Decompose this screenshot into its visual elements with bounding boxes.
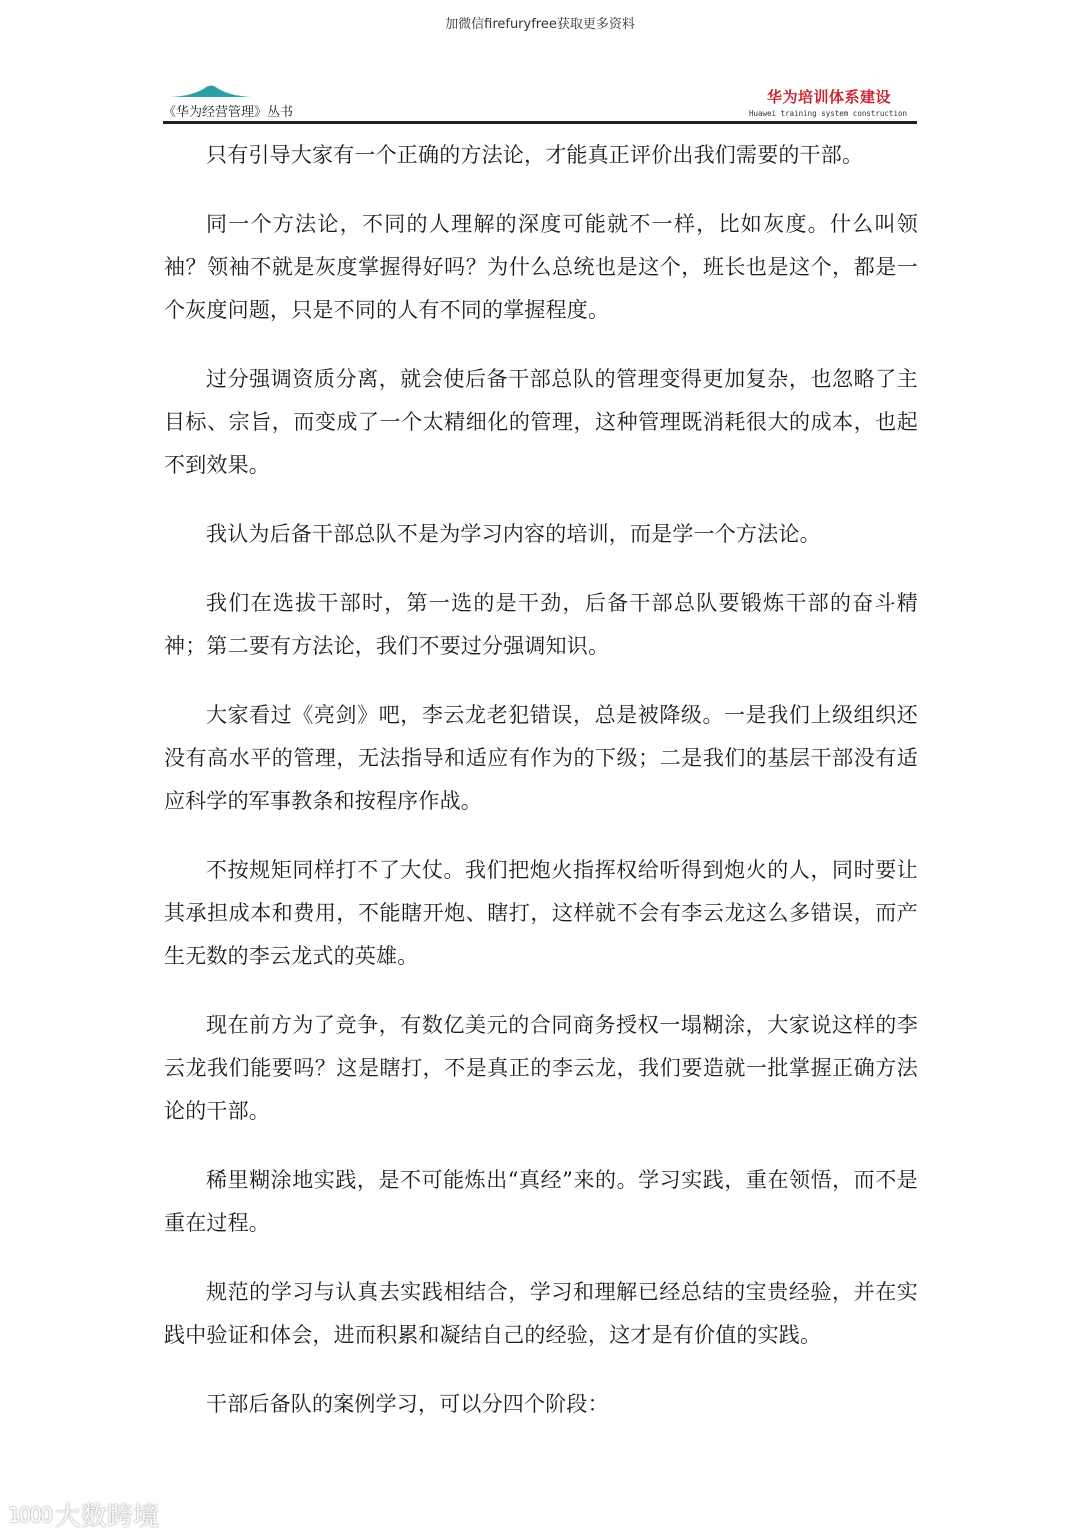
paragraph: 过分强调资质分离，就会使后备干部总队的管理变得更加复杂，也忽略了主目标、宗旨，而变成了一个太精细化的管理，这种管理既消耗很大的成本，也起不到效果。 bbox=[164, 367, 918, 477]
paragraph: 现在前方为了竞争，有数亿美元的合同商务授权一塌糊涂，大家说这样的李云龙我们能要吗？这是瞎打，不是真正的李云龙，我们要造就一批掌握正确方法论的干部。 bbox=[164, 1013, 918, 1123]
watermark bbox=[8, 1496, 159, 1533]
header-divider bbox=[163, 121, 917, 124]
paragraph: 只有引导大家有一个正确的方法论，才能真正评价出我们需要的干部。 bbox=[206, 143, 864, 167]
top-note: 加微信firefuryfree获取更多资料 bbox=[445, 17, 635, 32]
series-title: 《华为经营管理》丛书 bbox=[163, 105, 294, 120]
paragraph: 同一个方法论，不同的人理解的深度可能就不一样，比如灰度。什么叫领袖？领袖不就是灰度掌握得好吗？为什么总统也是这个，班长也是这个，都是一个灰度问题，只是不同的人有不同的掌握程度。 bbox=[164, 212, 918, 322]
paragraph: 干部后备队的案例学习，可以分四个阶段： bbox=[206, 1392, 609, 1416]
paragraph: 稀里糊涂地实践，是不可能炼出“真经”来的。学习实践，重在领悟，而不是重在过程。 bbox=[164, 1168, 918, 1235]
document-body bbox=[164, 134, 918, 1452]
watermark-text: 大数跨境 bbox=[54, 1502, 159, 1532]
paragraph: 大家看过《亮剑》吧，李云龙老犯错误，总是被降级。一是我们上级组织还没有高水平的管理，无法指导和适应有作为的下级；二是我们的基层干部没有适应科学的军事教条和按程序作战。 bbox=[164, 703, 918, 813]
page-header bbox=[163, 78, 917, 124]
paragraph: 我认为后备干部总队不是为学习内容的培训，而是学一个方法论。 bbox=[206, 522, 821, 546]
watermark-logo-icon: 1000 bbox=[8, 1502, 51, 1527]
brand-subtitle: Huawei training system construction bbox=[748, 109, 907, 118]
brand-title: 华为培训体系建设 bbox=[766, 88, 891, 106]
paragraph: 规范的学习与认真去实践相结合，学习和理解已经总结的宝贵经验，并在实践中验证和体会，进而积累和凝结自己的经验，这才是有价值的实践。 bbox=[164, 1280, 918, 1347]
paragraph: 我们在选拔干部时，第一选的是干劲，后备干部总队要锻炼干部的奋斗精神；第二要有方法论，我们不要过分强调知识。 bbox=[164, 591, 918, 658]
paragraph: 不按规矩同样打不了大仗。我们把炮火指挥权给听得到炮火的人，同时要让其承担成本和费用，不能瞎开炮、瞎打，这样就不会有李云龙这么多错误，而产生无数的李云龙式的英雄。 bbox=[164, 858, 918, 968]
mountain-logo-icon bbox=[171, 80, 251, 98]
